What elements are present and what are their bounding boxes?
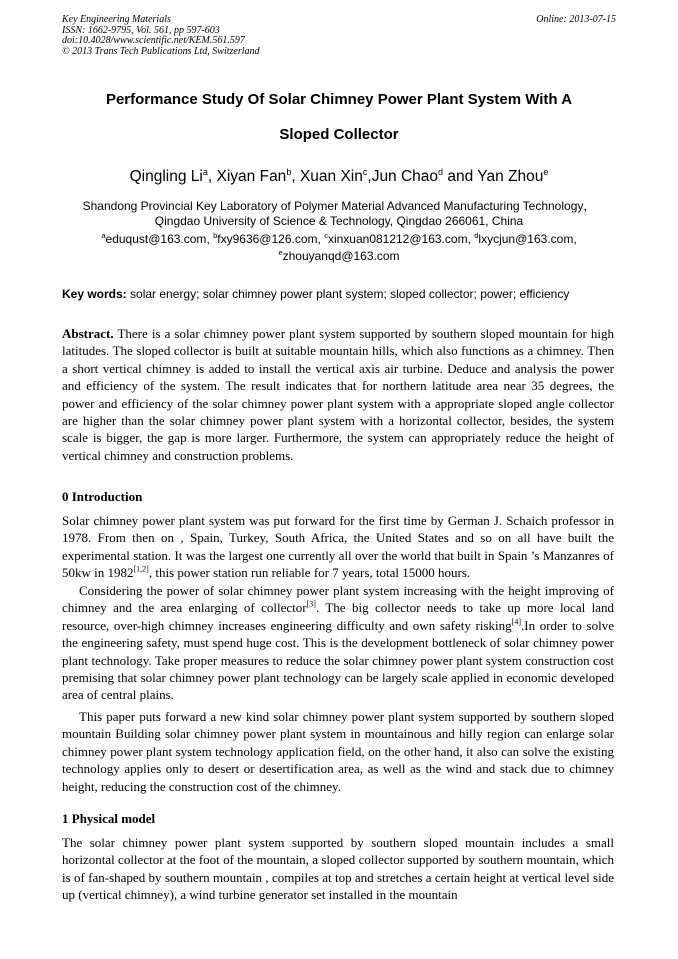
keywords-label: Key words:: [62, 287, 127, 301]
section-heading-introduction: 0 Introduction: [62, 489, 143, 504]
paragraph-text: , this power station run reliable for 7 years, total 15000 hours.: [148, 565, 471, 581]
author-sup: d: [438, 167, 444, 177]
journal-name: Key Engineering Materials: [62, 14, 171, 25]
email-sup: e: [278, 248, 283, 257]
paper-title-line-1: Performance Study Of Solar Chimney Power Plant System With A: [105, 91, 573, 108]
keywords: [62, 287, 569, 301]
author-list: Qingling Li$^a$, Xiyan Fan$^b$, Xuan Xin$^c$,Jun Chao$^d$ and Yan Zhou$^e$: [129, 167, 549, 186]
author-name: Qingling Li: [129, 168, 203, 186]
citation-ref[interactable]: [3]: [306, 600, 316, 610]
section-heading-physical-model: 1 Physical model: [62, 811, 156, 826]
author-name: Xiyan Fan: [216, 168, 287, 186]
intro-paragraph-3: This paper puts forward a new kind solar chimney power plant system supported by southern sloped mountain Building solar chimney power plant system in mountainous and hilly region can enlarge solar chimney power plant system technology application field, on the other hand, it also can solve the existing technology applies only to desert or desertification area, as well as the wind and stack due to chimney height, reducing the construction cost of the chimney.: [62, 709, 614, 794]
email-line-2: [40, 248, 638, 263]
paper-title-line-2: Sloped Collector: [279, 126, 399, 143]
abstract: [62, 325, 614, 464]
author-sup: a: [202, 167, 208, 177]
email-link[interactable]: zhouyanqd@163.com: [282, 249, 400, 263]
intro-paragraph-1: [62, 512, 614, 582]
author-name: Xuan Xin: [299, 168, 363, 186]
paragraph-text: . The big collector needs to take up more local land resource, over-high chimney increases engineering difficulty and own safety risking: [62, 600, 614, 633]
email-link[interactable]: xinxuan081212@163.com: [327, 232, 468, 246]
email-line-1: $^a$eduqust@163.com, $^b$fxy9636@126.com, $^c$xinxuan081212@163.com, $^d$lxycjun@163.com,: [101, 231, 577, 246]
citation-ref[interactable]: [4]: [511, 617, 521, 627]
email-sup: c: [324, 231, 328, 240]
paragraph-text: Considering the power of solar chimney power plant system increasing with the height improving of chimney and the area enlarging of collector: [62, 583, 614, 616]
author-name: Yan Zhou: [477, 168, 544, 186]
email-link[interactable]: eduqust@163.com: [105, 232, 207, 246]
abstract-label: Abstract.: [62, 326, 114, 341]
paragraph-text: .In order to solve the engineering safety, must spend huge cost. This is the development bottleneck of solar chimney power plant technology. Take proper measures to reduce the solar chimney power plant system construction cost premising that solar chimney power plant technology can be largely scale applied in economic developed area of central plains.: [62, 617, 615, 703]
paragraph-text: Solar chimney power plant system was put forward for the first time by German J. Schaich professor in 1978. From then on , Spain, Turkey, South Africa, the United States and so on all have built the experimental station. It was the largest one currently all over the world that built in Spain ’s Manzanres of 50kw in 1982: [62, 513, 614, 581]
author-name: Jun Chao: [371, 168, 439, 186]
affiliation-line-2: Qingdao University of Science & Technology, Qingdao 266061, China: [154, 214, 524, 228]
email-sup: a: [101, 231, 106, 240]
email-link[interactable]: fxy9636@126.com: [217, 232, 318, 246]
keywords-text: solar energy; solar chimney power plant system; sloped collector; power; efficiency: [130, 287, 570, 301]
abstract-text: There is a solar chimney power plant system supported by southern sloped mountain for high latitudes. The sloped collector is built at suitable mountain hills, which also functions as a chimney. Then a short vertical chimney is added to install the vertical axis air turbine. Deduce and analysis the power and efficiency of the system. The result indicates that for northern latitude area near 35 degrees, the power and efficiency of the solar chimney power plant system with a appropriate sloped angle collector are higher than the solar chimney power plant system with a horizontal collector, besides, the system scale is bigger, the gap is more larger. Furthermore, the system can appropriately reduce the height of vertical chimney and construction problems.: [62, 326, 615, 463]
online-date: Online: 2013-07-15: [536, 14, 616, 25]
email-sup: d: [474, 231, 479, 240]
journal-copyright: © 2013 Trans Tech Publications Ltd, Switzerland: [62, 45, 260, 57]
email-link[interactable]: lxycjun@163.com: [478, 232, 574, 246]
journal-issn: ISSN: 1662-9795, Vol. 561, pp 597-603: [62, 24, 220, 36]
email-sup: b: [213, 231, 218, 240]
author-sup: b: [286, 167, 292, 177]
intro-paragraph-2: [62, 582, 614, 704]
model-paragraph-1: The solar chimney power plant system supported by southern sloped mountain includes a small horizontal collector at the foot of the mountain, a sloped collector supported by southern mountain, which is of fan-shaped by southern mountain , compiles at top and stretches a certain height at vertical level side up (vertical chimney), a wind turbine generator set installed in the mountain: [62, 835, 614, 903]
journal-doi[interactable]: doi:10.4028/www.scientific.net/KEM.561.597: [62, 35, 245, 46]
journal-header: [62, 15, 260, 57]
author-sup: e: [543, 167, 549, 177]
affiliation-line-1: Shandong Provincial Key Laboratory of Polymer Material Advanced Manufacturing Technology，: [82, 199, 596, 213]
citation-ref[interactable]: [1,2]: [133, 564, 149, 574]
author-sup: c: [362, 167, 368, 177]
